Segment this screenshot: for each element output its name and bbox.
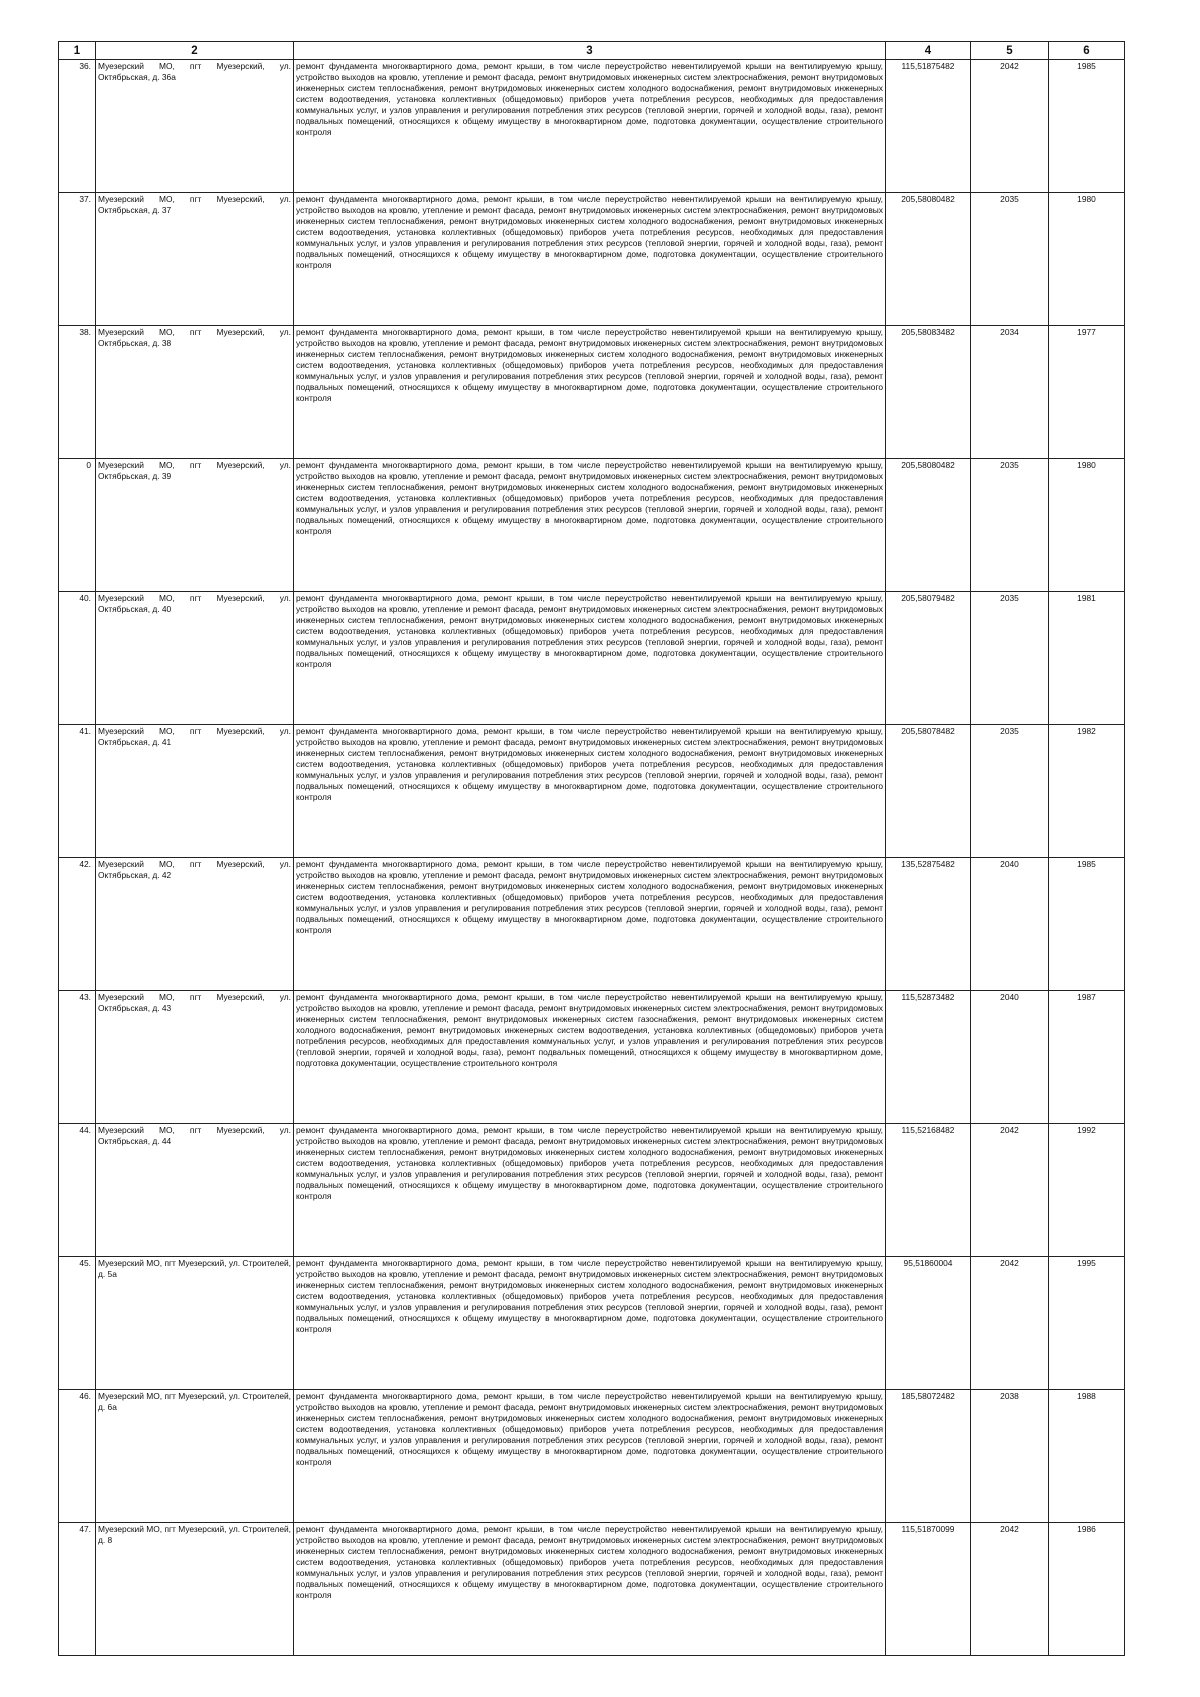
address-cell: Муезерский МО, пгт Муезерский, ул. Октябрьская, д. 39 <box>96 459 294 592</box>
works-cell: ремонт фундамента многоквартирного дома, ремонт крыши, в том числе переустройство невентилируемой крыши на вентилируемую крышу, устройство выходов на кровлю, утепление и ремонт фасада, ремонт внутридомовых инженерных систем электроснабжения, ремонт внутридомовых инженерных систем теплоснабжения, ремонт внутридомовых инженерных систем холодного водоснабжения, ремонт внутридомовых инженерных систем водоотведения, установка коллективных (общедомовых) приборов учета потребления ресурсов, необходимых для предоставления коммунальных услуг, и узлов управления и регулирования потребления этих ресурсов (тепловой энергии, горячей и холодной воды, газа), ремонт подвальных помещений, относящихся к общему имуществу в многоквартирном доме, подготовка документации, осуществление строительного контроля <box>294 193 886 326</box>
works-cell: ремонт фундамента многоквартирного дома, ремонт крыши, в том числе переустройство невентилируемой крыши на вентилируемую крышу, устройство выходов на кровлю, утепление и ремонт фасада, ремонт внутридомовых инженерных систем электроснабжения, ремонт внутридомовых инженерных систем теплоснабжения, ремонт внутридомовых инженерных систем холодного водоснабжения, ремонт внутридомовых инженерных систем водоотведения, установка коллективных (общедомовых) приборов учета потребления ресурсов, необходимых для предоставления коммунальных услуг, и узлов управления и регулирования потребления этих ресурсов (тепловой энергии, горячей и холодной воды, газа), ремонт подвальных помещений, относящихся к общему имуществу в многоквартирном доме, подготовка документации, осуществление строительного контроля <box>294 725 886 858</box>
address-cell: Муезерский МО, пгт Муезерский, ул. Октябрьская, д. 37 <box>96 193 294 326</box>
table-row <box>59 1523 1125 1656</box>
table-row <box>59 592 1125 725</box>
row-number: 38. <box>59 326 96 459</box>
built-year-cell: 1986 <box>1049 1523 1125 1656</box>
built-year-cell: 1985 <box>1049 60 1125 193</box>
table-row <box>59 991 1125 1124</box>
planned-year-cell: 2042 <box>971 1257 1049 1390</box>
built-year-cell: 1982 <box>1049 725 1125 858</box>
cost-cell: 205,58080482 <box>886 193 971 326</box>
works-cell: ремонт фундамента многоквартирного дома, ремонт крыши, в том числе переустройство невентилируемой крыши на вентилируемую крышу, устройство выходов на кровлю, утепление и ремонт фасада, ремонт внутридомовых инженерных систем электроснабжения, ремонт внутридомовых инженерных систем теплоснабжения, ремонт внутридомовых инженерных систем холодного водоснабжения, ремонт внутридомовых инженерных систем водоотведения, установка коллективных (общедомовых) приборов учета потребления ресурсов, необходимых для предоставления коммунальных услуг, и узлов управления и регулирования потребления этих ресурсов (тепловой энергии, горячей и холодной воды, газа), ремонт подвальных помещений, относящихся к общему имуществу в многоквартирном доме, подготовка документации, осуществление строительного контроля <box>294 1523 886 1656</box>
works-cell: ремонт фундамента многоквартирного дома, ремонт крыши, в том числе переустройство невентилируемой крыши на вентилируемую крышу, устройство выходов на кровлю, утепление и ремонт фасада, ремонт внутридомовых инженерных систем электроснабжения, ремонт внутридомовых инженерных систем теплоснабжения, ремонт внутридомовых инженерных систем холодного водоснабжения, ремонт внутридомовых инженерных систем водоотведения, установка коллективных (общедомовых) приборов учета потребления ресурсов, необходимых для предоставления коммунальных услуг, и узлов управления и регулирования потребления этих ресурсов (тепловой энергии, горячей и холодной воды, газа), ремонт подвальных помещений, относящихся к общему имуществу в многоквартирном доме, подготовка документации, осуществление строительного контроля <box>294 592 886 725</box>
works-cell: ремонт фундамента многоквартирного дома, ремонт крыши, в том числе переустройство невентилируемой крыши на вентилируемую крышу, устройство выходов на кровлю, утепление и ремонт фасада, ремонт внутридомовых инженерных систем электроснабжения, ремонт внутридомовых инженерных систем теплоснабжения, ремонт внутридомовых инженерных систем холодного водоснабжения, ремонт внутридомовых инженерных систем водоотведения, установка коллективных (общедомовых) приборов учета потребления ресурсов, необходимых для предоставления коммунальных услуг, и узлов управления и регулирования потребления этих ресурсов (тепловой энергии, горячей и холодной воды, газа), ремонт подвальных помещений, относящихся к общему имуществу в многоквартирном доме, подготовка документации, осуществление строительного контроля <box>294 459 886 592</box>
built-year-cell: 1981 <box>1049 592 1125 725</box>
row-number: 46. <box>59 1390 96 1523</box>
address-cell: Муезерский МО, пгт Муезерский, ул. Октябрьская, д. 41 <box>96 725 294 858</box>
cost-cell: 135,52875482 <box>886 858 971 991</box>
row-number: 43. <box>59 991 96 1124</box>
row-number: 36. <box>59 60 96 193</box>
cost-cell: 115,52873482 <box>886 991 971 1124</box>
table-body <box>59 60 1125 1656</box>
capital-repair-table <box>58 41 1125 1656</box>
row-number: 41. <box>59 725 96 858</box>
planned-year-cell: 2038 <box>971 1390 1049 1523</box>
cost-cell: 205,58078482 <box>886 725 971 858</box>
row-number: 37. <box>59 193 96 326</box>
row-number: 0 <box>59 459 96 592</box>
built-year-cell: 1988 <box>1049 1390 1125 1523</box>
column-header-6: 6 <box>1049 42 1125 60</box>
cost-cell: 205,58079482 <box>886 592 971 725</box>
address-cell: Муезерский МО, пгт Муезерский, ул. Октябрьская, д. 44 <box>96 1124 294 1257</box>
column-header-4: 4 <box>886 42 971 60</box>
cost-cell: 95,51860004 <box>886 1257 971 1390</box>
planned-year-cell: 2035 <box>971 592 1049 725</box>
planned-year-cell: 2035 <box>971 459 1049 592</box>
works-cell: ремонт фундамента многоквартирного дома, ремонт крыши, в том числе переустройство невентилируемой крыши на вентилируемую крышу, устройство выходов на кровлю, утепление и ремонт фасада, ремонт внутридомовых инженерных систем электроснабжения, ремонт внутридомовых инженерных систем теплоснабжения, ремонт внутридомовых инженерных систем холодного водоснабжения, ремонт внутридомовых инженерных систем водоотведения, установка коллективных (общедомовых) приборов учета потребления ресурсов, необходимых для предоставления коммунальных услуг, и узлов управления и регулирования потребления этих ресурсов (тепловой энергии, горячей и холодной воды, газа), ремонт подвальных помещений, относящихся к общему имуществу в многоквартирном доме, подготовка документации, осуществление строительного контроля <box>294 60 886 193</box>
document-page <box>58 41 1124 1656</box>
address-cell: Муезерский МО, пгт Муезерский, ул. Строителей, д. 5а <box>96 1257 294 1390</box>
table-row <box>59 725 1125 858</box>
table-row <box>59 1124 1125 1257</box>
cost-cell: 205,58083482 <box>886 326 971 459</box>
works-cell: ремонт фундамента многоквартирного дома, ремонт крыши, в том числе переустройство невентилируемой крыши на вентилируемую крышу, устройство выходов на кровлю, утепление и ремонт фасада, ремонт внутридомовых инженерных систем электроснабжения, ремонт внутридомовых инженерных систем теплоснабжения, ремонт внутридомовых инженерных систем холодного водоснабжения, ремонт внутридомовых инженерных систем водоотведения, установка коллективных (общедомовых) приборов учета потребления ресурсов, необходимых для предоставления коммунальных услуг, и узлов управления и регулирования потребления этих ресурсов (тепловой энергии, горячей и холодной воды, газа), ремонт подвальных помещений, относящихся к общему имуществу в многоквартирном доме, подготовка документации, осуществление строительного контроля <box>294 1124 886 1257</box>
planned-year-cell: 2042 <box>971 1523 1049 1656</box>
table-row <box>59 193 1125 326</box>
table-row <box>59 1257 1125 1390</box>
table-row <box>59 459 1125 592</box>
works-cell: ремонт фундамента многоквартирного дома, ремонт крыши, в том числе переустройство невентилируемой крыши на вентилируемую крышу, устройство выходов на кровлю, утепление и ремонт фасада, ремонт внутридомовых инженерных систем электроснабжения, ремонт внутридомовых инженерных систем теплоснабжения, ремонт внутридомовых инженерных систем газоснабжения, ремонт внутридомовых инженерных систем холодного водоснабжения, ремонт внутридомовых инженерных систем водоотведения, установка коллективных (общедомовых) приборов учета потребления ресурсов, необходимых для предоставления коммунальных услуг, и узлов управления и регулирования потребления этих ресурсов (тепловой энергии, горячей и холодной воды, газа), ремонт подвальных помещений, относящихся к общему имуществу в многоквартирном доме, подготовка документации, осуществление строительного контроля <box>294 991 886 1124</box>
built-year-cell: 1987 <box>1049 991 1125 1124</box>
planned-year-cell: 2042 <box>971 60 1049 193</box>
address-cell: Муезерский МО, пгт Муезерский, ул. Октябрьская, д. 43 <box>96 991 294 1124</box>
table-row <box>59 858 1125 991</box>
address-cell: Муезерский МО, пгт Муезерский, ул. Октябрьская, д. 38 <box>96 326 294 459</box>
column-header-5: 5 <box>971 42 1049 60</box>
column-header-3: 3 <box>294 42 886 60</box>
works-cell: ремонт фундамента многоквартирного дома, ремонт крыши, в том числе переустройство невентилируемой крыши на вентилируемую крышу, устройство выходов на кровлю, утепление и ремонт фасада, ремонт внутридомовых инженерных систем электроснабжения, ремонт внутридомовых инженерных систем теплоснабжения, ремонт внутридомовых инженерных систем холодного водоснабжения, ремонт внутридомовых инженерных систем водоотведения, установка коллективных (общедомовых) приборов учета потребления ресурсов, необходимых для предоставления коммунальных услуг, и узлов управления и регулирования потребления этих ресурсов (тепловой энергии, горячей и холодной воды, газа), ремонт подвальных помещений, относящихся к общему имуществу в многоквартирном доме, подготовка документации, осуществление строительного контроля <box>294 1257 886 1390</box>
built-year-cell: 1980 <box>1049 459 1125 592</box>
row-number: 44. <box>59 1124 96 1257</box>
built-year-cell: 1992 <box>1049 1124 1125 1257</box>
built-year-cell: 1995 <box>1049 1257 1125 1390</box>
row-number: 40. <box>59 592 96 725</box>
built-year-cell: 1977 <box>1049 326 1125 459</box>
address-cell: Муезерский МО, пгт Муезерский, ул. Строителей, д. 6а <box>96 1390 294 1523</box>
column-header-1: 1 <box>59 42 96 60</box>
row-number: 47. <box>59 1523 96 1656</box>
address-cell: Муезерский МО, пгт Муезерский, ул. Октябрьская, д. 40 <box>96 592 294 725</box>
planned-year-cell: 2035 <box>971 725 1049 858</box>
planned-year-cell: 2042 <box>971 1124 1049 1257</box>
cost-cell: 115,51870099 <box>886 1523 971 1656</box>
cost-cell: 185,58072482 <box>886 1390 971 1523</box>
table-row <box>59 60 1125 193</box>
row-number: 42. <box>59 858 96 991</box>
table-row <box>59 326 1125 459</box>
table-row <box>59 1390 1125 1523</box>
row-number: 45. <box>59 1257 96 1390</box>
built-year-cell: 1985 <box>1049 858 1125 991</box>
planned-year-cell: 2040 <box>971 991 1049 1124</box>
address-cell: Муезерский МО, пгт Муезерский, ул. Октябрьская, д. 36а <box>96 60 294 193</box>
works-cell: ремонт фундамента многоквартирного дома, ремонт крыши, в том числе переустройство невентилируемой крыши на вентилируемую крышу, устройство выходов на кровлю, утепление и ремонт фасада, ремонт внутридомовых инженерных систем электроснабжения, ремонт внутридомовых инженерных систем теплоснабжения, ремонт внутридомовых инженерных систем холодного водоснабжения, ремонт внутридомовых инженерных систем водоотведения, установка коллективных (общедомовых) приборов учета потребления ресурсов, необходимых для предоставления коммунальных услуг, и узлов управления и регулирования потребления этих ресурсов (тепловой энергии, горячей и холодной воды, газа), ремонт подвальных помещений, относящихся к общему имуществу в многоквартирном доме, подготовка документации, осуществление строительного контроля <box>294 858 886 991</box>
column-header-2: 2 <box>96 42 294 60</box>
planned-year-cell: 2040 <box>971 858 1049 991</box>
planned-year-cell: 2035 <box>971 193 1049 326</box>
works-cell: ремонт фундамента многоквартирного дома, ремонт крыши, в том числе переустройство невентилируемой крыши на вентилируемую крышу, устройство выходов на кровлю, утепление и ремонт фасада, ремонт внутридомовых инженерных систем электроснабжения, ремонт внутридомовых инженерных систем теплоснабжения, ремонт внутридомовых инженерных систем холодного водоснабжения, ремонт внутридомовых инженерных систем водоотведения, установка коллективных (общедомовых) приборов учета потребления ресурсов, необходимых для предоставления коммунальных услуг, и узлов управления и регулирования потребления этих ресурсов (тепловой энергии, горячей и холодной воды, газа), ремонт подвальных помещений, относящихся к общему имуществу в многоквартирном доме, подготовка документации, осуществление строительного контроля <box>294 326 886 459</box>
cost-cell: 115,51875482 <box>886 60 971 193</box>
planned-year-cell: 2034 <box>971 326 1049 459</box>
built-year-cell: 1980 <box>1049 193 1125 326</box>
address-cell: Муезерский МО, пгт Муезерский, ул. Октябрьская, д. 42 <box>96 858 294 991</box>
cost-cell: 205,58080482 <box>886 459 971 592</box>
address-cell: Муезерский МО, пгт Муезерский, ул. Строителей, д. 8 <box>96 1523 294 1656</box>
header-row <box>59 42 1125 60</box>
cost-cell: 115,52168482 <box>886 1124 971 1257</box>
works-cell: ремонт фундамента многоквартирного дома, ремонт крыши, в том числе переустройство невентилируемой крыши на вентилируемую крышу, устройство выходов на кровлю, утепление и ремонт фасада, ремонт внутридомовых инженерных систем электроснабжения, ремонт внутридомовых инженерных систем теплоснабжения, ремонт внутридомовых инженерных систем холодного водоснабжения, ремонт внутридомовых инженерных систем водоотведения, установка коллективных (общедомовых) приборов учета потребления ресурсов, необходимых для предоставления коммунальных услуг, и узлов управления и регулирования потребления этих ресурсов (тепловой энергии, горячей и холодной воды, газа), ремонт подвальных помещений, относящихся к общему имуществу в многоквартирном доме, подготовка документации, осуществление строительного контроля <box>294 1390 886 1523</box>
